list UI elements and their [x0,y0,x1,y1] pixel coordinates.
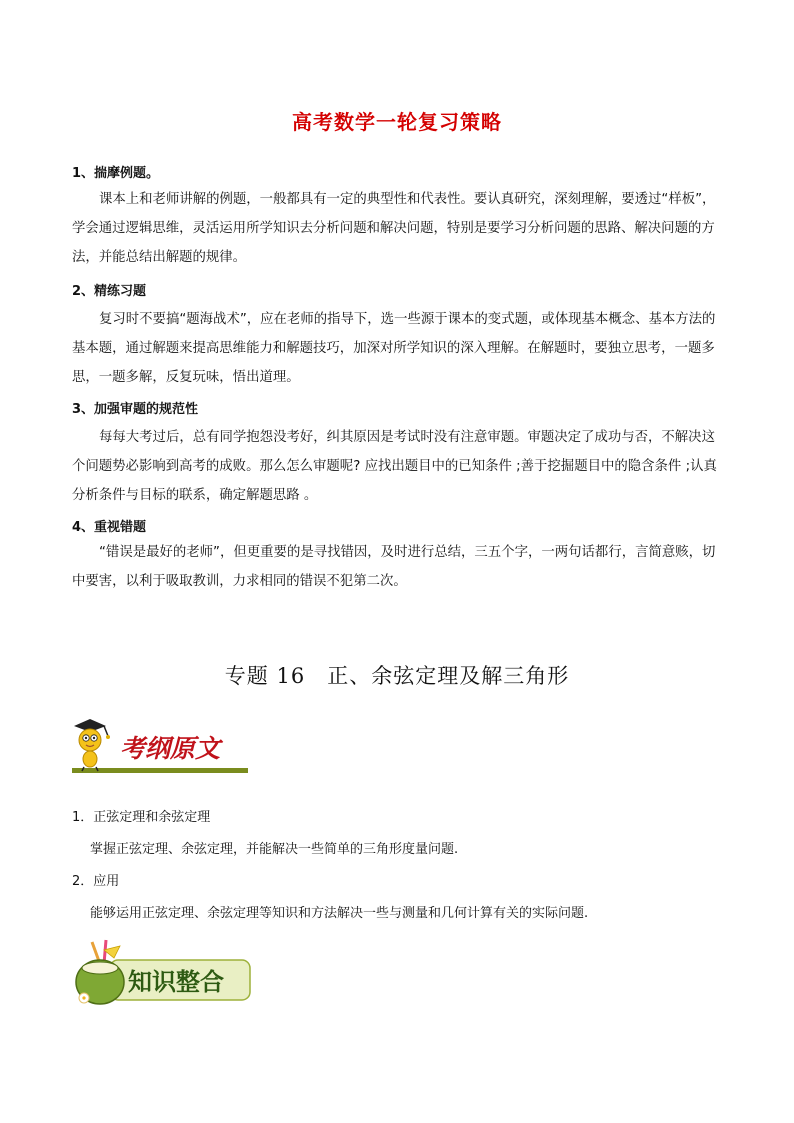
section-heading-2: 2、精练习题 [72,284,147,299]
syllabus-item-2-body: 能够运用正弦定理、余弦定理等知识和方法解决一些与测量和几何计算有关的实际问题. [90,906,589,921]
knowledge-banner [70,938,256,1010]
topic-number: 专题 16 [224,664,306,688]
coconut-drink-icon [76,940,124,1004]
section-body-4: “错误是最好的老师”，但更重要的是寻找错因，及时进行总结，三五个字，一两句话都行，言简意赅，切中要害，以利于吸取教训，力求相同的错误不犯第二次。 [72,545,716,589]
knowledge-banner-art [70,938,256,1010]
section-heading-3: 3、加强审题的规范性 [72,402,199,417]
section-body-3: 每每大考过后，总有同学抱怨没考好，纠其原因是考试时没有注意审题。审题决定了成功与否，不解决这个问题势必影响到高考的成败。那么怎么审题呢? 应找出题目中的已知条件 ;善于挖掘题目中的隐含条件 ;认真分析条件与目标的联系，确定解题思路 。 [72,430,717,503]
knowledge-banner-label: 知识整合 [128,968,224,996]
syllabus-banner-art [70,712,252,774]
section-heading-4: 4、重视错题 [72,520,147,535]
section-body-2: 复习时不要搞“题海战术”，应在老师的指导下，选一些源于课本的变式题，或体现基本概念、基本方法的基本题，通过解题来提高思维能力和解题技巧，加深对所学知识的深入理解。在解题时，要独立思考，一题多思，一题多解，反复玩味，悟出道理。 [72,312,716,385]
syllabus-banner-label: 考纲原文 [120,734,221,763]
topic-name: 正、余弦定理及解三角形 [327,664,570,688]
syllabus-item-2-heading: 2．应用 [72,874,120,889]
syllabus-item-1-heading: 1．正弦定理和余弦定理 [72,810,211,825]
page-title: 高考数学一轮复习策略 [292,110,502,134]
mascot-icon [74,719,110,771]
topic-title [0,660,794,690]
section-heading-1: 1、揣摩例题。 [72,166,160,181]
section-body-1: 课本上和老师讲解的例题，一般都具有一定的典型性和代表性。要认真研究，深刻理解，要透过“样板”，学会通过逻辑思维，灵活运用所学知识去分析问题和解决问题，特别是要学习分析问题的思路、解决问题的方法，并能总结出解题的规律。 [72,192,716,265]
syllabus-banner [70,712,252,774]
syllabus-item-1-body: 掌握正弦定理、余弦定理，并能解决一些简单的三角形度量问题. [90,842,459,857]
